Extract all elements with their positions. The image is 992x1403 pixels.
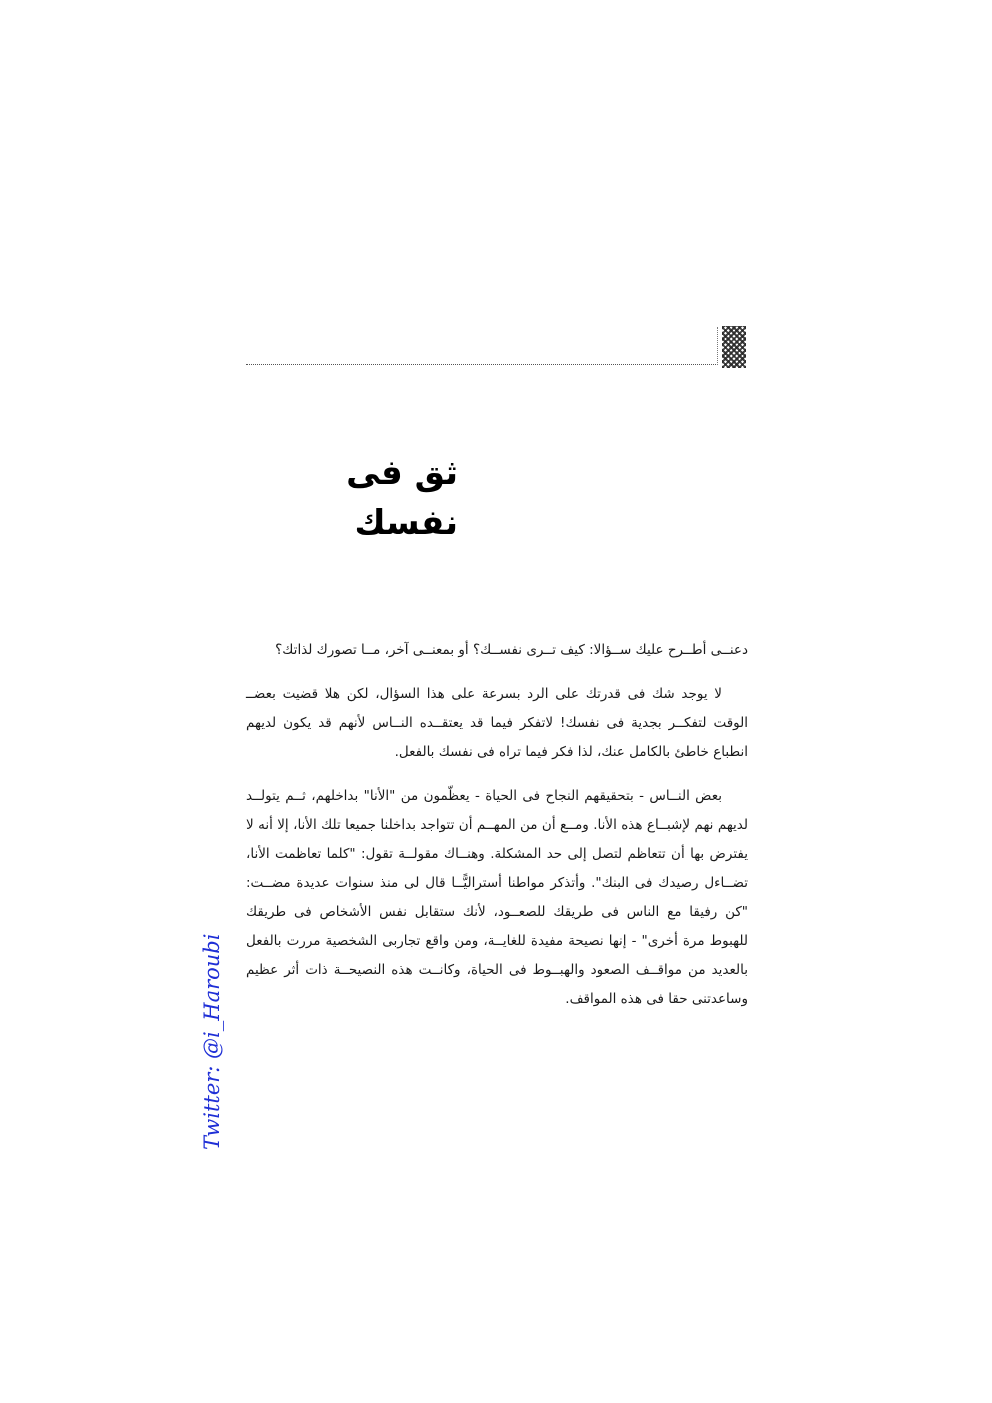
- chapter-title: ثق فى نفسك: [346, 453, 458, 543]
- paragraph-2: لا يوجد شك فى قدرتك على الرد بسرعة على هذا السؤال، لكن هلا قضيت بعضــ الوقت لتفكــر بجدية فى نفسك! لاتفكر فيما قد يعتقــده النــاس لأنهم قد يكون لديهم انطباع خاطئ بالكامل عنك، لذا فكر فيما تراه فى نفسك بالفعل.: [246, 686, 748, 760]
- paragraph-1: دعنــى أطــرح عليك ســؤالا: كيف تــرى نفســك؟ أو بمعنــى آخر، مــا تصورك لذاتك؟: [275, 642, 748, 658]
- paragraph-3: بعض النــاس - بتحقيقهم النجاح فى الحياة - يعظّمون من "الأنا" بداخلهم، ثــم يتولــد لديهم نهم لإشبــاع هذه الأنا. ومــع أن من المهــم أن تتواجد بداخلنا جميعا تلك الأنا، إلا أنه لا يفترض بها أن تتعاظم لتصل إلى حد المشكلة. وهنــاك مقولــة تقول: "كلما تعاظمت الأنا، تضــاءل رصيدك فى البنك". وأتذكر مواطنا أستراليًّــا قال لى منذ سنوات عديدة مضــت: "كن رفيقا مع الناس فى طريقك للصعــود، لأنك ستقابل نفس الأشخاص فى طريقك للهبوط مرة أخرى" - إنها نصيحة مفيدة للغايــة، ومن واقع تجاربى الشخصية مررت بالفعل بالعديد من مواقــف الصعود والهبــوط فى الحياة، وكانــت هذه النصيحــة ذات أثر عظيم وساعدتنى حقا فى هذه المواقف.: [246, 788, 748, 1007]
- header-dotted-rule-vertical: [717, 327, 718, 365]
- twitter-watermark: Twitter: @i_Haroubi: [200, 933, 224, 1150]
- chapter-ornament-icon: [722, 326, 746, 368]
- chapter-body: [246, 636, 748, 1029]
- header-dotted-rule: [246, 364, 718, 365]
